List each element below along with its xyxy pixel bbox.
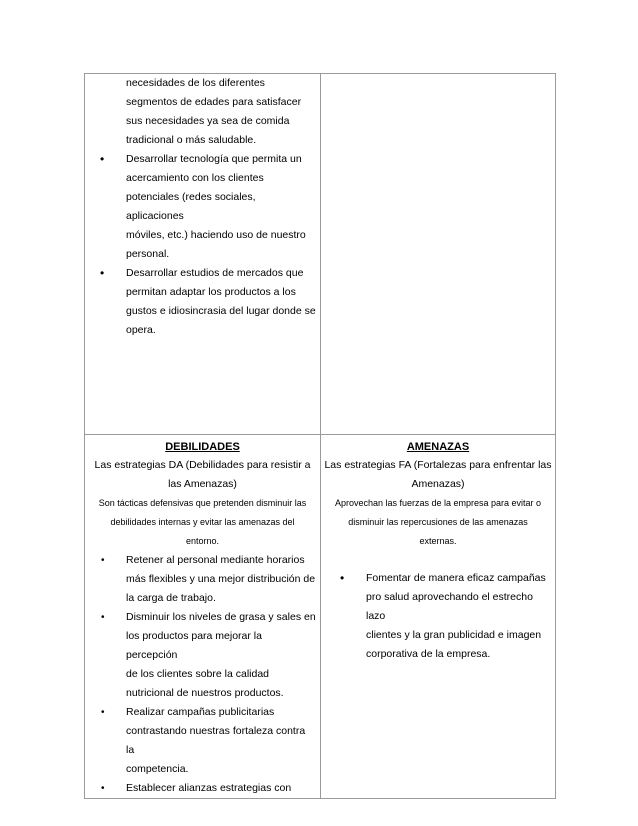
- cell-amenazas: [321, 435, 556, 799]
- bullet-line: más flexibles y una mejor distribución de: [126, 573, 316, 585]
- list-item: [85, 150, 320, 264]
- bullet-line: Disminuir los niveles de grasa y sales en: [126, 611, 316, 623]
- continuation-text: [85, 74, 320, 150]
- bullet-line: contrastando nuestras fortaleza contra la: [126, 725, 306, 756]
- intro-line: Amenazas): [411, 478, 465, 490]
- debilidades-intro: [85, 454, 320, 494]
- foda-table: [84, 73, 556, 799]
- intro-line: Las estrategias DA (Debilidades para resistir a: [94, 459, 311, 471]
- list-item: [85, 703, 320, 779]
- debilidades-bullet-list: [85, 551, 320, 798]
- list-item: [321, 569, 555, 664]
- debilidades-description: [85, 494, 320, 551]
- amenazas-heading: AMENAZAS: [406, 441, 470, 453]
- bullet-line: clientes y la gran publicidad e imagen: [366, 629, 542, 641]
- desc-line: externas.: [419, 536, 457, 546]
- desc-line: debilidades internas y evitar las amenazas del: [110, 517, 295, 527]
- intro-line: las Amenazas): [168, 478, 237, 490]
- continuation-line: sus necesidades ya sea de comida: [126, 115, 290, 127]
- debilidades-heading: DEBILIDADES: [165, 441, 240, 453]
- list-item: [85, 551, 320, 608]
- desc-line: Son tácticas defensivas que pretenden disminuir las: [98, 498, 307, 508]
- bullet-icon: •: [101, 612, 105, 623]
- bullet-line: Desarrollar estudios de mercados que: [126, 267, 304, 279]
- desc-line: entorno.: [185, 536, 220, 546]
- cell-debilidades: [85, 435, 321, 799]
- bullet-line: pro salud aprovechando el estrecho lazo: [366, 591, 533, 622]
- list-item: [85, 608, 320, 703]
- bullet-icon: •: [101, 707, 105, 718]
- amenazas-bullet-list: [321, 569, 555, 664]
- bullet-line: Desarrollar tecnología que permita un: [126, 153, 302, 165]
- bullet-icon: •: [100, 152, 105, 166]
- bullet-icon: •: [100, 266, 105, 280]
- continuation-line: segmentos de edades para satisfacer: [126, 96, 302, 108]
- cell-top-left: [85, 74, 321, 435]
- bullet-line: de los clientes sobre la calidad: [126, 668, 270, 680]
- bullet-line: personal.: [126, 248, 170, 260]
- top-left-bullet-list: [85, 150, 320, 340]
- amenazas-description: [321, 494, 555, 551]
- continuation-line: tradicional o más saludable.: [126, 134, 257, 146]
- bullet-line: acercamiento con los clientes: [126, 172, 264, 184]
- bullet-line: permitan adaptar los productos a los: [126, 286, 296, 298]
- bullet-line: la carga de trabajo.: [126, 592, 216, 604]
- list-item: [85, 779, 320, 798]
- bullet-line: competencia.: [126, 763, 189, 775]
- bullet-line: nutricional de nuestros productos.: [126, 687, 284, 699]
- bullet-icon: •: [101, 783, 105, 794]
- list-item: [85, 264, 320, 340]
- cell-top-right: [321, 74, 556, 435]
- table-row-top: [85, 74, 556, 435]
- amenazas-intro: [321, 454, 555, 494]
- desc-line: disminuir las repercusiones de las amenazas: [348, 517, 528, 527]
- continuation-line: necesidades de los diferentes: [126, 77, 265, 89]
- bullet-line: potenciales (redes sociales, aplicaciones: [126, 191, 256, 222]
- bullet-line: opera.: [126, 324, 156, 336]
- desc-line: Aprovechan las fuerzas de la empresa para evitar o: [334, 498, 542, 508]
- bullet-line: Fomentar de manera eficaz campañas: [366, 572, 546, 584]
- bullet-line: gustos e idiosincrasia del lugar donde se: [126, 305, 316, 317]
- bullet-icon: •: [340, 571, 345, 585]
- bullet-line: los productos para mejorar la percepción: [126, 630, 262, 661]
- bullet-line: Establecer alianzas estrategias con: [126, 782, 292, 794]
- bullet-icon: •: [101, 555, 105, 566]
- table-row-bottom: [85, 435, 556, 799]
- bullet-line: Realizar campañas publicitarias: [126, 706, 275, 718]
- bullet-line: corporativa de la empresa.: [366, 648, 491, 660]
- intro-line: Las estrategias FA (Fortalezas para enfrentar las: [324, 459, 552, 471]
- bullet-line: móviles, etc.) haciendo uso de nuestro: [126, 229, 306, 241]
- bullet-line: Retener al personal mediante horarios: [126, 554, 305, 566]
